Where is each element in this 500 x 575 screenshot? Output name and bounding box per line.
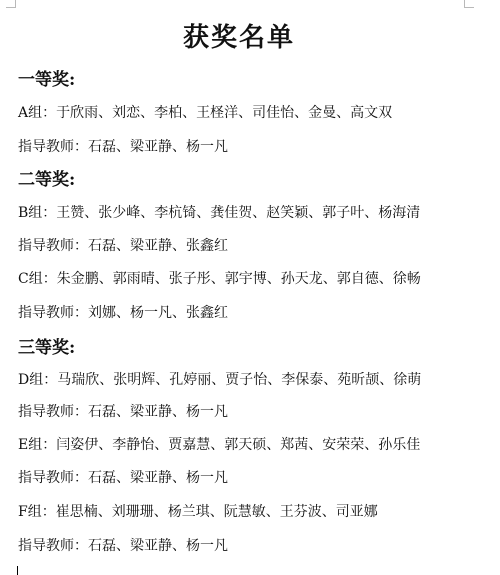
crop-mark-top-left-vertical: [15, 0, 16, 8]
group-f-teachers: 指导教师：石磊、梁亚静、杨一凡: [18, 538, 228, 554]
crop-mark-top-right-vertical: [464, 0, 465, 8]
group-c-members: C组：朱金鹏、郭雨晴、张子彤、郭宇博、孙天龙、郭自德、徐畅: [18, 271, 421, 287]
group-b-teachers: 指导教师：石磊、梁亚静、张鑫红: [18, 238, 228, 254]
group-a-teachers: 指导教师：石磊、梁亚静、杨一凡: [18, 139, 228, 155]
document-title: 获奖名单: [182, 23, 295, 53]
group-a-members: A组：于欣雨、刘恋、李柏、王柽洋、司佳怡、金曼、高文双: [18, 105, 393, 121]
group-f-members: F组：崔思楠、刘珊珊、杨兰琪、阮慧敏、王芬波、司亚娜: [18, 504, 378, 520]
crop-mark-top-right: [464, 7, 474, 8]
text-cursor: [17, 566, 18, 575]
second-prize-heading: 二等奖:: [18, 170, 76, 190]
first-prize-heading: 一等奖:: [18, 70, 76, 90]
group-d-teachers: 指导教师：石磊、梁亚静、杨一凡: [18, 404, 228, 420]
group-c-teachers: 指导教师：刘娜、杨一凡、张鑫红: [18, 305, 228, 321]
group-e-teachers: 指导教师：石磊、梁亚静、杨一凡: [18, 470, 228, 486]
group-b-members: B组：王赞、张少峰、李杭锜、龚佳贺、赵笑颖、郭子叶、杨海清: [18, 205, 421, 221]
third-prize-heading: 三等奖:: [18, 338, 76, 358]
group-d-members: D组：马瑞欣、张明辉、孔婷丽、贾子怡、李保泰、苑昕颉、徐萌: [18, 372, 422, 388]
group-e-members: E组：闫姿伊、李静怡、贾嘉慧、郭天硕、郑茜、安荣荣、孙乐佳: [18, 437, 421, 453]
